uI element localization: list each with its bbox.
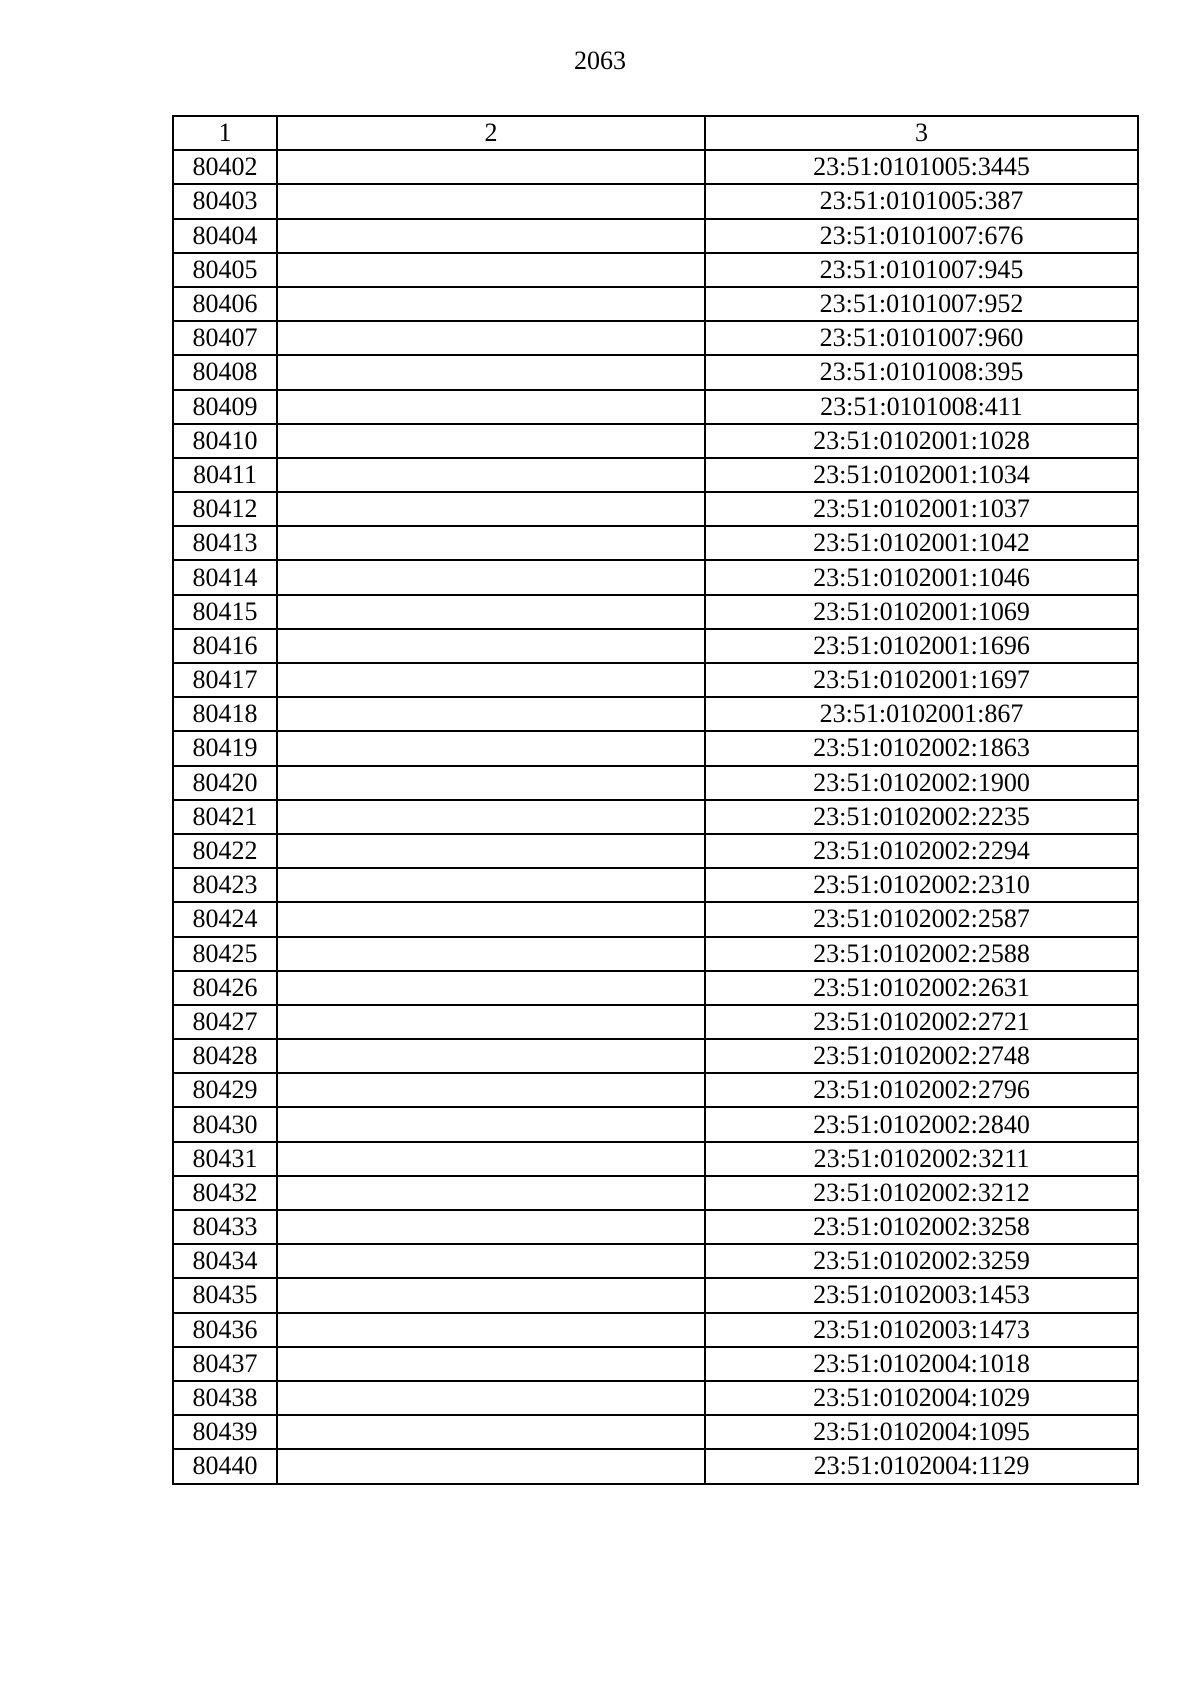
row-cadastral-number-cell: 23:51:0101005:3445 (705, 150, 1138, 184)
table-row (173, 1142, 1138, 1176)
row-number-cell: 80415 (173, 595, 277, 629)
table-row (173, 1073, 1138, 1107)
row-cadastral-number-cell: 23:51:0101007:952 (705, 287, 1138, 321)
table-row (173, 971, 1138, 1005)
column-header-3: 3 (705, 116, 1138, 150)
row-number-cell: 80431 (173, 1142, 277, 1176)
row-description-cell (277, 1278, 705, 1312)
row-description-cell (277, 1381, 705, 1415)
row-number-cell: 80421 (173, 800, 277, 834)
row-number-cell: 80435 (173, 1278, 277, 1312)
table-row (173, 184, 1138, 218)
row-description-cell (277, 902, 705, 936)
row-description-cell (277, 1005, 705, 1039)
row-description-cell (277, 971, 705, 1005)
row-cadastral-number-cell: 23:51:0101007:676 (705, 219, 1138, 253)
column-header-2: 2 (277, 116, 705, 150)
row-cadastral-number-cell: 23:51:0102003:1473 (705, 1313, 1138, 1347)
row-description-cell (277, 219, 705, 253)
row-description-cell (277, 1415, 705, 1449)
row-cadastral-number-cell: 23:51:0102002:3211 (705, 1142, 1138, 1176)
row-number-cell: 80417 (173, 663, 277, 697)
row-description-cell (277, 458, 705, 492)
row-number-cell: 80407 (173, 321, 277, 355)
table-row (173, 1005, 1138, 1039)
row-cadastral-number-cell: 23:51:0102002:2587 (705, 902, 1138, 936)
row-number-cell: 80427 (173, 1005, 277, 1039)
row-number-cell: 80411 (173, 458, 277, 492)
row-description-cell (277, 1210, 705, 1244)
row-description-cell (277, 355, 705, 389)
row-description-cell (277, 1142, 705, 1176)
row-cadastral-number-cell: 23:51:0102001:1069 (705, 595, 1138, 629)
row-description-cell (277, 492, 705, 526)
row-number-cell: 80416 (173, 629, 277, 663)
row-description-cell (277, 424, 705, 458)
table-header-row (173, 116, 1138, 150)
row-cadastral-number-cell: 23:51:0102001:867 (705, 697, 1138, 731)
table-row (173, 1244, 1138, 1278)
table-row (173, 595, 1138, 629)
table-body (173, 116, 1138, 1484)
row-number-cell: 80410 (173, 424, 277, 458)
row-cadastral-number-cell: 23:51:0102002:2748 (705, 1039, 1138, 1073)
table-row (173, 355, 1138, 389)
row-description-cell (277, 253, 705, 287)
table-row (173, 800, 1138, 834)
row-description-cell (277, 560, 705, 594)
row-number-cell: 80434 (173, 1244, 277, 1278)
row-number-cell: 80414 (173, 560, 277, 594)
row-cadastral-number-cell: 23:51:0102002:3258 (705, 1210, 1138, 1244)
row-cadastral-number-cell: 23:51:0102001:1697 (705, 663, 1138, 697)
row-number-cell: 80406 (173, 287, 277, 321)
row-number-cell: 80440 (173, 1449, 277, 1483)
row-cadastral-number-cell: 23:51:0102002:2235 (705, 800, 1138, 834)
table-row (173, 458, 1138, 492)
row-number-cell: 80428 (173, 1039, 277, 1073)
table-row (173, 390, 1138, 424)
row-description-cell (277, 1107, 705, 1141)
table-row (173, 560, 1138, 594)
table-row (173, 1278, 1138, 1312)
row-number-cell: 80420 (173, 766, 277, 800)
row-description-cell (277, 937, 705, 971)
table-row (173, 1347, 1138, 1381)
row-description-cell (277, 800, 705, 834)
table-row (173, 766, 1138, 800)
row-number-cell: 80437 (173, 1347, 277, 1381)
row-number-cell: 80404 (173, 219, 277, 253)
row-number-cell: 80422 (173, 834, 277, 868)
row-cadastral-number-cell: 23:51:0102001:1696 (705, 629, 1138, 663)
row-cadastral-number-cell: 23:51:0102002:2840 (705, 1107, 1138, 1141)
table-row (173, 1381, 1138, 1415)
row-cadastral-number-cell: 23:51:0101008:411 (705, 390, 1138, 424)
registry-table (172, 115, 1139, 1485)
table-row (173, 287, 1138, 321)
row-number-cell: 80426 (173, 971, 277, 1005)
row-number-cell: 80433 (173, 1210, 277, 1244)
row-description-cell (277, 1449, 705, 1483)
row-cadastral-number-cell: 23:51:0102001:1034 (705, 458, 1138, 492)
row-number-cell: 80432 (173, 1176, 277, 1210)
row-cadastral-number-cell: 23:51:0102002:3259 (705, 1244, 1138, 1278)
row-description-cell (277, 1176, 705, 1210)
row-description-cell (277, 663, 705, 697)
row-cadastral-number-cell: 23:51:0102002:2631 (705, 971, 1138, 1005)
row-cadastral-number-cell: 23:51:0102002:1863 (705, 731, 1138, 765)
row-description-cell (277, 629, 705, 663)
row-cadastral-number-cell: 23:51:0102002:2721 (705, 1005, 1138, 1039)
table-row (173, 1415, 1138, 1449)
row-number-cell: 80405 (173, 253, 277, 287)
row-number-cell: 80439 (173, 1415, 277, 1449)
row-cadastral-number-cell: 23:51:0102001:1028 (705, 424, 1138, 458)
table-row (173, 868, 1138, 902)
table-row (173, 663, 1138, 697)
row-cadastral-number-cell: 23:51:0102003:1453 (705, 1278, 1138, 1312)
table-row (173, 526, 1138, 560)
row-number-cell: 80408 (173, 355, 277, 389)
row-description-cell (277, 766, 705, 800)
row-number-cell: 80438 (173, 1381, 277, 1415)
row-description-cell (277, 1313, 705, 1347)
row-number-cell: 80424 (173, 902, 277, 936)
row-description-cell (277, 526, 705, 560)
page-number: 2063 (574, 46, 626, 75)
row-number-cell: 80423 (173, 868, 277, 902)
table-row (173, 1449, 1138, 1483)
table-row (173, 902, 1138, 936)
table-row (173, 1313, 1138, 1347)
row-cadastral-number-cell: 23:51:0101007:945 (705, 253, 1138, 287)
row-number-cell: 80403 (173, 184, 277, 218)
row-number-cell: 80425 (173, 937, 277, 971)
row-description-cell (277, 731, 705, 765)
row-cadastral-number-cell: 23:51:0102002:2310 (705, 868, 1138, 902)
row-cadastral-number-cell: 23:51:0101005:387 (705, 184, 1138, 218)
table-row (173, 253, 1138, 287)
row-description-cell (277, 390, 705, 424)
table-row (173, 937, 1138, 971)
table-row (173, 629, 1138, 663)
row-description-cell (277, 1347, 705, 1381)
table-row (173, 321, 1138, 355)
row-cadastral-number-cell: 23:51:0102002:2588 (705, 937, 1138, 971)
row-description-cell (277, 321, 705, 355)
row-description-cell (277, 834, 705, 868)
row-cadastral-number-cell: 23:51:0102001:1042 (705, 526, 1138, 560)
row-number-cell: 80436 (173, 1313, 277, 1347)
row-cadastral-number-cell: 23:51:0102004:1129 (705, 1449, 1138, 1483)
table-row (173, 1210, 1138, 1244)
row-cadastral-number-cell: 23:51:0102001:1037 (705, 492, 1138, 526)
row-number-cell: 80409 (173, 390, 277, 424)
table-row (173, 492, 1138, 526)
row-cadastral-number-cell: 23:51:0102002:2796 (705, 1073, 1138, 1107)
row-number-cell: 80430 (173, 1107, 277, 1141)
table-row (173, 424, 1138, 458)
table-row (173, 219, 1138, 253)
row-description-cell (277, 697, 705, 731)
table-row (173, 697, 1138, 731)
row-cadastral-number-cell: 23:51:0101008:395 (705, 355, 1138, 389)
row-description-cell (277, 1073, 705, 1107)
row-description-cell (277, 1039, 705, 1073)
row-number-cell: 80418 (173, 697, 277, 731)
row-cadastral-number-cell: 23:51:0102004:1018 (705, 1347, 1138, 1381)
column-header-1: 1 (173, 116, 277, 150)
row-cadastral-number-cell: 23:51:0102004:1095 (705, 1415, 1138, 1449)
row-number-cell: 80419 (173, 731, 277, 765)
row-description-cell (277, 150, 705, 184)
row-description-cell (277, 287, 705, 321)
row-cadastral-number-cell: 23:51:0102002:3212 (705, 1176, 1138, 1210)
table-row (173, 731, 1138, 765)
table-row (173, 1039, 1138, 1073)
table-row (173, 834, 1138, 868)
row-number-cell: 80429 (173, 1073, 277, 1107)
row-number-cell: 80412 (173, 492, 277, 526)
row-description-cell (277, 1244, 705, 1278)
row-description-cell (277, 868, 705, 902)
row-number-cell: 80413 (173, 526, 277, 560)
row-description-cell (277, 595, 705, 629)
table-row (173, 150, 1138, 184)
table-row (173, 1107, 1138, 1141)
row-cadastral-number-cell: 23:51:0101007:960 (705, 321, 1138, 355)
row-cadastral-number-cell: 23:51:0102001:1046 (705, 560, 1138, 594)
row-cadastral-number-cell: 23:51:0102004:1029 (705, 1381, 1138, 1415)
row-description-cell (277, 184, 705, 218)
table-row (173, 1176, 1138, 1210)
row-cadastral-number-cell: 23:51:0102002:1900 (705, 766, 1138, 800)
row-number-cell: 80402 (173, 150, 277, 184)
row-cadastral-number-cell: 23:51:0102002:2294 (705, 834, 1138, 868)
